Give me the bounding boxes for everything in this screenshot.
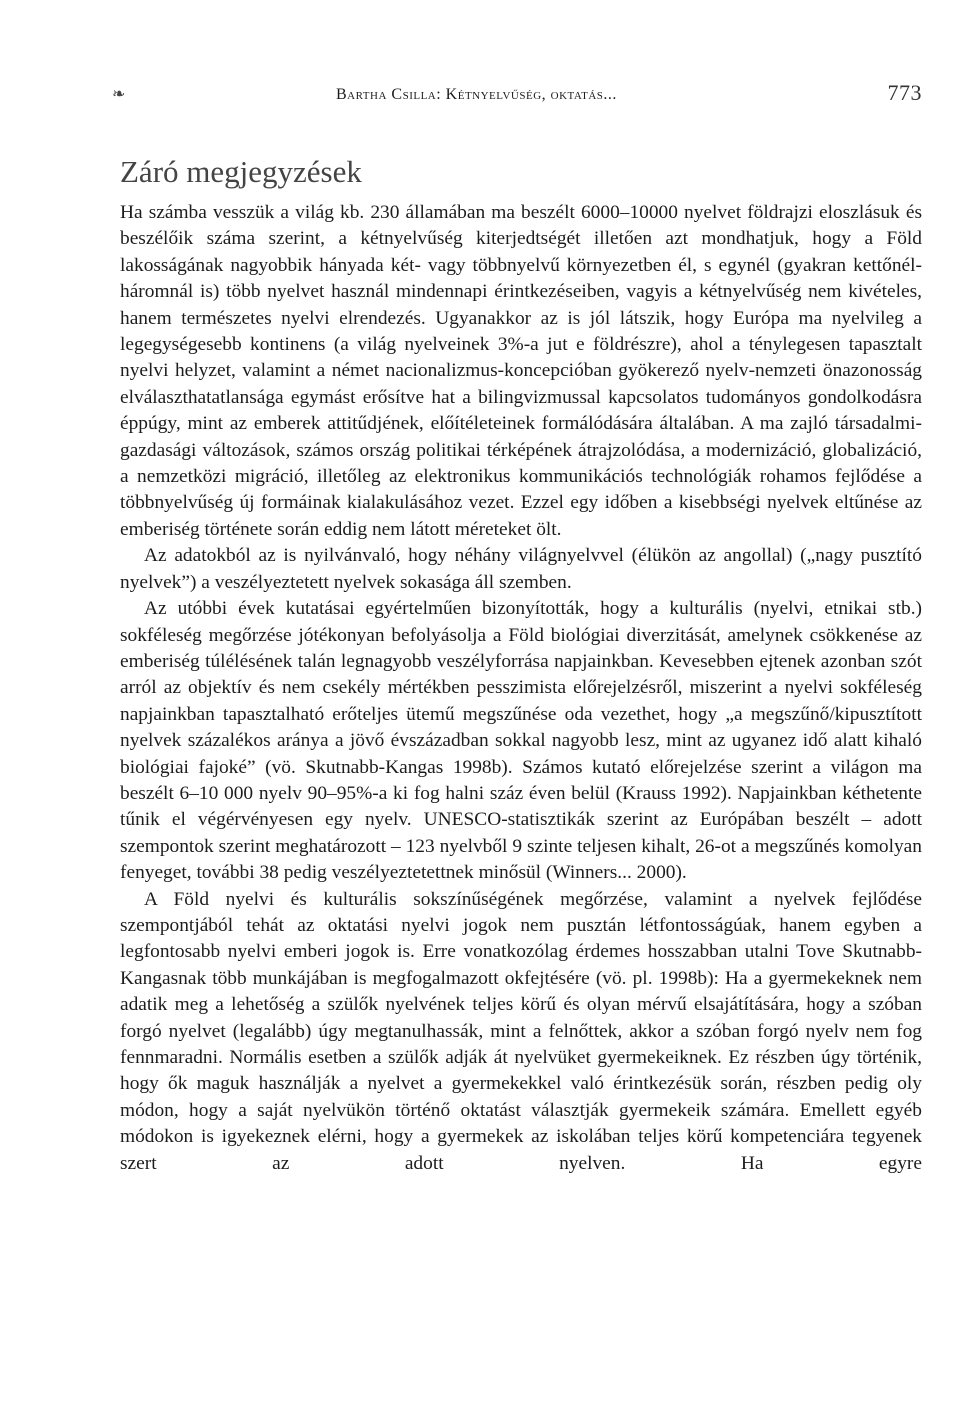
page-number: 773 bbox=[887, 80, 922, 105]
fleuron-icon: ❧ bbox=[112, 86, 126, 103]
section-title: Záró megjegyzések bbox=[120, 154, 362, 189]
book-page bbox=[112, 70, 922, 1177]
paragraph-1: Ha számba vesszük a világ kb. 230 államában ma beszélt 6000–10000 nyelvet földrajzi eloszlásuk és beszélőik száma szerint, a kétnyelvűség kiterjedtségét illetően azt mondhatjuk, hogy a Föld lakosságának nagyobbik hányada két- vagy többnyelvű környezetben él, s egynél (gyakran kettőnél-háromnál is) több nyelvet használ mindennapi érintkezéseiben, vagyis a kétnyelvűség nem kivételes, hanem természetes nyelvi elrendezés. Ugyanakkor az is jól látszik, hogy Európa ma nyelvileg a legegységesebb kontinens (a világ nyelveinek 3%-a jut e földrészre), ahol a ténylegesen tapasztalt nyelvi helyzet, valamint a német nacionalizmus-koncepcióban gyökerező nyelv-nemzeti önazonosság elválaszthatatlansága egymást erősítve hat a bilingvizmussal kapcsolatos tudományos gondolkodásra éppúgy, mint az emberek attitűdjének, előítéleteinek formálódására általában. A ma zajló társadalmi-gazdasági változások, számos ország politikai térképének átrajzolódása, a modernizáció, globalizáció, a nemzetközi migráció, illetőleg az elektronikus kommunikációs technológiák rohamos fejlődése a többnyelvűség új formáinak kialakulásához vezet. Ezzel egy időben a kisebbségi nyelvek eltűnése az emberiség története során eddig nem látott méreteket ölt. bbox=[120, 202, 922, 540]
paragraph-3: Az utóbbi évek kutatásai egyértelműen bizonyították, hogy a kulturális (nyelvi, etnikai stb.) sokféleség megőrzése jótékonyan befolyásolja a Föld biológiai diverzitását, amelynek csökkenése az emberiség túlélésének talán legnagyobb veszélyforrása napjainkban. Kevesebben ejtenek azonban szót arról az objektív és nem csekély mértékben pesszimista előrejelzésről, miszerint a nyelvi sokféleség napjainkban tapasztalható erőteljes ütemű megszűnése oda vezethet, hogy „a megszűnő/kipusztított nyelvek százalékos aránya a jövő évszázadban sokkal nagyobb lesz, mint az ugyanez idő alatt kihaló biológiai fajoké” (vö. Skutnabb-Kangas 1998b). Számos kutató előrejelzése szerint a világon ma beszélt 6–10 000 nyelv 90–95%-a ki fog halni száz éven belül (Krauss 1992). Napjainkban kéthetente tűnik el végérvényesen egy nyelv. UNESCO-statisztikák szerint az Európában beszélt – adott szempontok szerint meghatározott – 123 nyelvből 9 szinte teljesen kihalt, 26-ot a megszűnés komolyan fenyeget, további 38 pedig veszélyeztetettnek minősül (Winners... 2000). bbox=[120, 598, 922, 884]
paragraph-4: A Föld nyelvi és kulturális sokszínűségének megőrzése, valamint a nyelvek fejlődése szempontjából tehát az oktatási nyelvi jogok nem pusztán létfontosságúak, hanem egyben a legfontosabb nyelvi emberi jogok is. Erre vonatkozólag érdemes hosszabban utalni Tove Skutnabb-Kangasnak több munkájában is megfogalmazott okfejtésére (vö. pl. 1998b): Ha a gyermekeknek nem adatik meg a lehetőség a szülők nyelvének teljes körű és olyan mérvű elsajátítására, hogy a szóban forgó nyelvet (legalább) úgy megtanulhassák, mint a felnőttek, akkor a szóban forgó nyelv nem fog fennmaradni. Normális esetben a szülők adják át nyelvüket gyermekeiknek. Ez részben úgy történik, hogy ők maguk használják a nyelvet a gyermekekkel való érintkezésük során, részben pedig oly módon, hogy a saját nyelvükön történő oktatást választják gyermekeik számára. Emellett egyéb módokon is igyekeznek elérni, hogy a gyermekek az iskolában teljes körű kompetenciára tegyenek szert az adott nyelven. Ha egyre bbox=[120, 888, 922, 1174]
running-head-title: Bartha Csilla: Kétnyelvűség, oktatás... bbox=[336, 86, 617, 103]
body-text bbox=[120, 200, 922, 1177]
running-head bbox=[112, 70, 922, 110]
paragraph-2: Az adatokból az is nyilvánvaló, hogy néhány világnyelvvel (élükön az angollal) („nagy pusztító nyelvek”) a veszélyeztetett nyelvek sokasága áll szemben. bbox=[120, 545, 922, 593]
